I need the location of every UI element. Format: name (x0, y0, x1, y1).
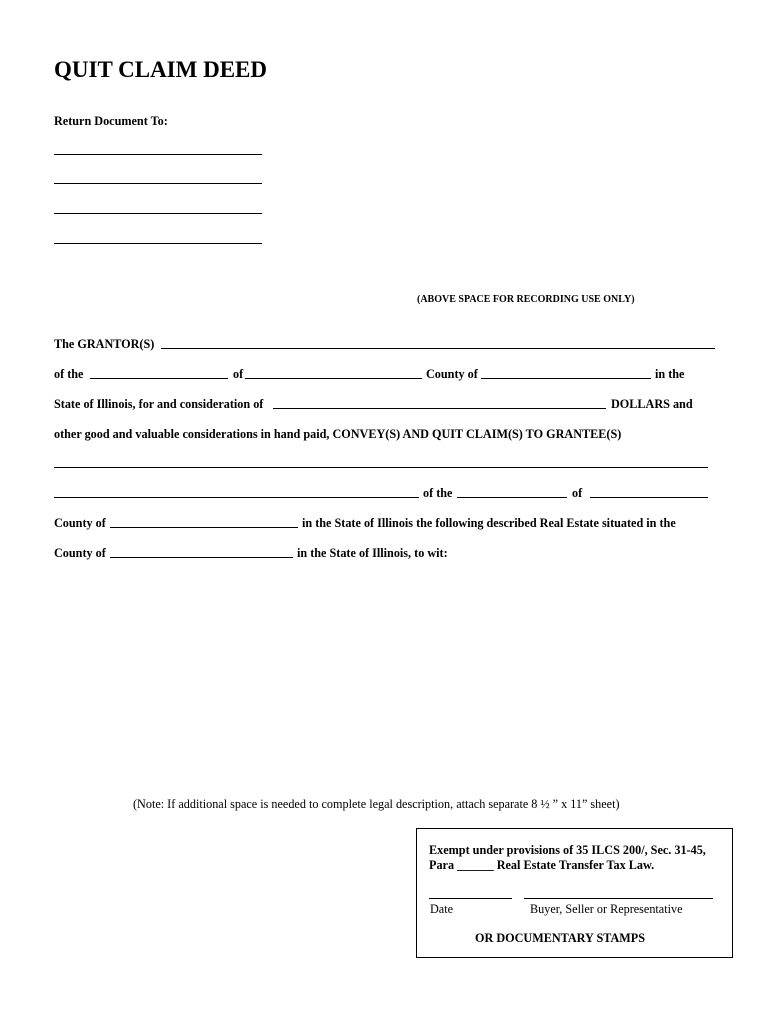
county-of-label: County of (426, 367, 478, 381)
grantor-name-line[interactable] (161, 348, 715, 349)
representative-signature-line[interactable] (524, 898, 713, 899)
additional-space-note: (Note: If additional space is needed to complete legal description, attach separate 8 ½ ” x 11” sheet) (133, 797, 620, 811)
para-label: Para (429, 858, 455, 872)
grantee-name-line[interactable] (54, 467, 708, 468)
of-the-label: of the (54, 367, 84, 381)
county-of-label-2: County of (54, 516, 106, 530)
property-county-line[interactable] (110, 557, 293, 558)
legal-description-area[interactable] (54, 575, 714, 785)
county-of-label-3: County of (54, 546, 106, 560)
exemption-box (416, 828, 733, 958)
grantee-address-line[interactable] (54, 497, 419, 498)
grantor-county-line[interactable] (481, 378, 651, 379)
transfer-tax-law-text: Real Estate Transfer Tax Law. (496, 858, 655, 872)
return-address-line-2[interactable] (54, 183, 262, 184)
convey-statement: other good and valuable considerations in hand paid, CONVEY(S) AND QUIT CLAIM(S) TO GRANTEE(S) (54, 427, 622, 441)
date-label: Date (430, 902, 454, 916)
return-address-line-1[interactable] (54, 154, 262, 155)
of-the-label-2: of the (423, 486, 453, 500)
to-wit-label: in the State of Illinois, to wit: (297, 546, 448, 560)
return-document-label: Return Document To: (54, 114, 168, 128)
recording-use-note: (ABOVE SPACE FOR RECORDING USE ONLY) (417, 294, 635, 305)
representative-label: Buyer, Seller or Representative (530, 902, 683, 916)
consideration-amount-line[interactable] (273, 408, 606, 409)
para-blank[interactable]: ______ (457, 858, 494, 872)
grantor-municipality-type-line[interactable] (90, 378, 228, 379)
grantor-municipality-line[interactable] (245, 378, 422, 379)
consideration-label: State of Illinois, for and consideration of (54, 397, 264, 411)
grantor-label: The GRANTOR(S) (54, 337, 155, 351)
exempt-provision-text: Exempt under provisions of 35 ILCS 200/, Sec. 31-45, (429, 843, 706, 857)
exempt-para-line (429, 858, 654, 873)
grantee-county-line[interactable] (110, 527, 298, 528)
of-label: of (233, 367, 244, 381)
grantee-municipality-line[interactable] (590, 497, 708, 498)
return-address-line-3[interactable] (54, 213, 262, 214)
dollars-and-label: DOLLARS and (611, 397, 693, 411)
documentary-stamps-label: OR DOCUMENTARY STAMPS (475, 931, 645, 945)
grantee-municipality-type-line[interactable] (457, 497, 567, 498)
return-address-line-4[interactable] (54, 243, 262, 244)
described-statement: in the State of Illinois the following described Real Estate situated in the (302, 516, 676, 530)
in-the-label: in the (655, 367, 685, 381)
page-title: QUIT CLAIM DEED (54, 57, 267, 82)
date-signature-line[interactable] (429, 898, 512, 899)
of-label-2: of (572, 486, 583, 500)
